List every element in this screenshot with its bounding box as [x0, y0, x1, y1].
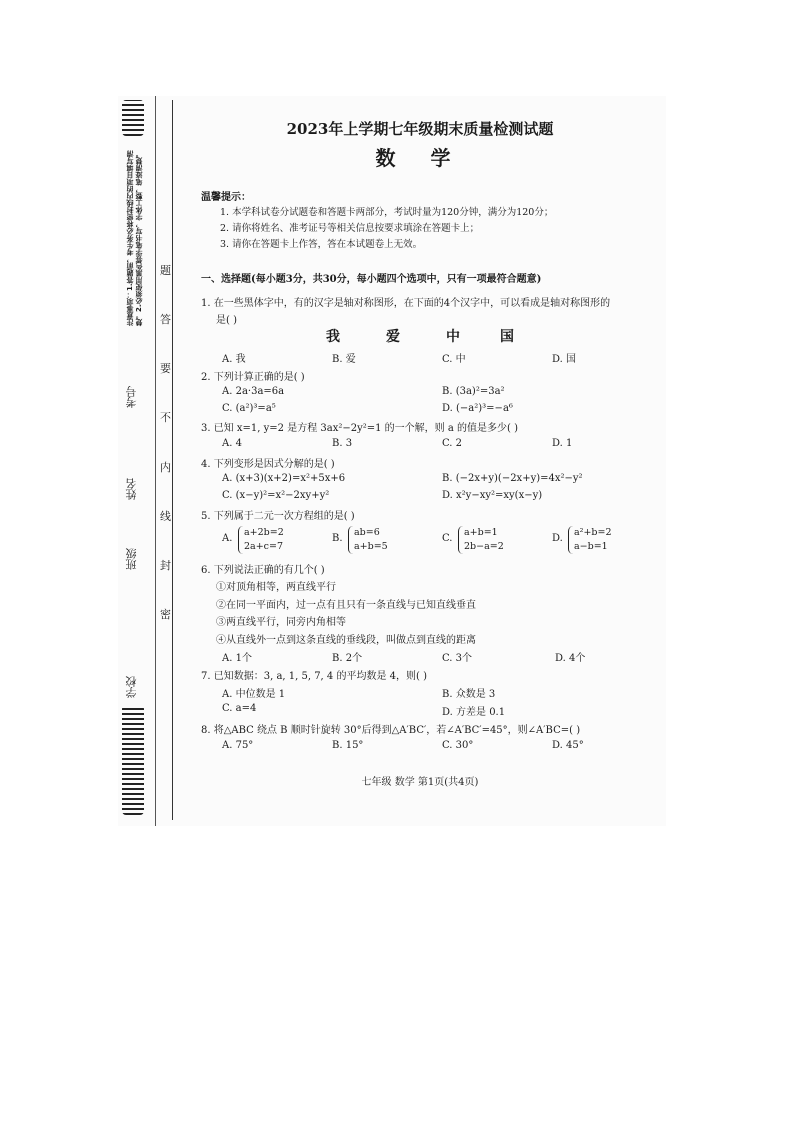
exam-title: 2023年上学期七年级期末质量检测试题 — [286, 120, 554, 138]
question-4-stem: 4. 下列变形是因式分解的是( ) — [201, 459, 335, 470]
seal-warning: 题 答 要 不 内 线 封 密 — [160, 264, 171, 621]
q3-option-d: D. 1 — [552, 438, 573, 449]
q4-option-d: D. x²y−xy²=xy(x−y) — [442, 490, 543, 501]
q6-option-a: A. 1个 — [222, 653, 252, 664]
binding-line — [155, 96, 156, 826]
q7-option-c: C. a=4 — [222, 703, 257, 714]
q1-char: 中 — [446, 329, 460, 345]
q2-option-a: A. 2a·3a=6a — [222, 386, 285, 397]
q5-label-b: B. — [332, 533, 343, 544]
q4-option-c: C. (x−y)²=x²−2xy+y² — [222, 490, 330, 501]
q3-option-c: C. 2 — [442, 438, 463, 449]
q1-char: 我 — [326, 329, 340, 345]
q4-option-b: B. (−2x+y)(−2x+y)=4x²−y² — [442, 473, 583, 484]
question-3-stem: 3. 已知 x=1, y=2 是方程 3ax²−2y²=1 的一个解，则 a 的值是多少( ) — [201, 423, 518, 434]
q8-option-d: D. 45° — [552, 740, 584, 751]
q6-statement: ③两直线平行，同旁内角相等 — [216, 617, 346, 628]
q7-option-b: B. 众数是 3 — [442, 689, 496, 700]
tip-item: 1. 本学科试卷分试题卷和答题卡两部分，考试时量为120分钟，满分为120分； — [220, 207, 554, 218]
section-heading: 一、选择题(每小题3分，共30分，每小题四个选项中，只有一项最符合题意) — [201, 274, 542, 285]
field-class: 班级 — [125, 548, 138, 570]
q6-statement: ②在同一平面内，过一点有且只有一条直线与已知直线垂直 — [216, 600, 476, 611]
subject-title: 数 学 — [375, 146, 465, 170]
q5-system-a: a+2b=2 2a+c=7 — [244, 526, 284, 554]
q1-char: 国 — [500, 329, 514, 345]
question-5-stem: 5. 下列属于二元一次方程组的是( ) — [201, 511, 355, 522]
q1-option-b: B. 爱 — [332, 354, 356, 365]
tips-heading: 温馨提示： — [201, 192, 251, 203]
question-7-stem: 7. 已知数据：3, a, 1, 5, 7, 4 的平均数是 4，则( ) — [201, 671, 427, 682]
question-1-stem-cont: 是( ) — [216, 315, 237, 326]
tip-item: 2. 请你将姓名、准考证号等相关信息按要求填涂在答题卡上； — [220, 223, 480, 234]
q5-system-c: a+b=1 2b−a=2 — [464, 526, 504, 554]
q4-option-a: A. (x+3)(x+2)=x²+5x+6 — [222, 473, 346, 484]
question-1-stem: 1. 在一些黑体字中，有的汉字是轴对称图形，在下面的4个汉字中，可以看成是轴对称图形的 — [201, 298, 611, 309]
q5-label-c: C. — [442, 533, 453, 544]
q8-option-c: C. 30° — [442, 740, 474, 751]
question-2-stem: 2. 下列计算正确的是( ) — [201, 372, 305, 383]
q5-system-d: a²+b=2 a−b=1 — [574, 526, 612, 554]
binding-holes-bottom — [122, 705, 144, 815]
q5-system-b: ab=6 a+b=5 — [354, 526, 388, 554]
q1-option-d: D. 国 — [552, 354, 577, 365]
q2-option-c: C. (a²)³=a⁵ — [222, 403, 276, 414]
binding-holes-top — [122, 100, 144, 136]
q1-option-c: C. 中 — [442, 354, 466, 365]
q7-option-d: D. 方差是 0.1 — [442, 707, 506, 718]
q6-option-d: D. 4个 — [555, 653, 586, 664]
question-6-stem: 6. 下列说法正确的有几个( ) — [201, 565, 325, 576]
q7-option-a: A. 中位数是 1 — [222, 689, 286, 700]
question-8-stem: 8. 将△ABC 绕点 B 顺时针旋转 30°后得到△A′BC′，若∠A′BC′=45°，则∠A′BC=( ) — [201, 725, 581, 736]
q2-option-d: D. (−a²)³=−a⁶ — [442, 403, 513, 414]
q5-label-d: D. — [552, 533, 563, 544]
field-exam-number: 考号 — [125, 386, 138, 408]
q3-option-a: A. 4 — [222, 438, 242, 449]
q2-option-b: B. (3a)²=3a² — [442, 386, 505, 397]
side-instructions: 注意事项：1.答题前，考生务必将密封线内的项目填写清楚。2.必须使用黑色签字笔书写，字体工整，笔迹清楚。 — [126, 150, 143, 326]
field-name: 姓名 — [125, 478, 138, 500]
q6-option-b: B. 2个 — [332, 653, 363, 664]
tip-item: 3. 请你在答题卡上作答，答在本试题卷上无效。 — [220, 239, 423, 250]
q6-statement: ④从直线外一点到这条直线的垂线段，叫做点到直线的距离 — [216, 635, 476, 646]
q1-char: 爱 — [386, 329, 400, 345]
q8-option-b: B. 15° — [332, 740, 364, 751]
q3-option-b: B. 3 — [332, 438, 353, 449]
q5-label-a: A. — [222, 533, 233, 544]
q8-option-a: A. 75° — [222, 740, 254, 751]
q1-option-a: A. 我 — [222, 354, 246, 365]
page-footer: 七年级 数学 第1页(共4页) — [361, 777, 479, 788]
field-school: 学校 — [125, 676, 138, 698]
q6-statement: ①对顶角相等，两直线平行 — [216, 582, 336, 593]
q6-option-c: C. 3个 — [442, 653, 473, 664]
